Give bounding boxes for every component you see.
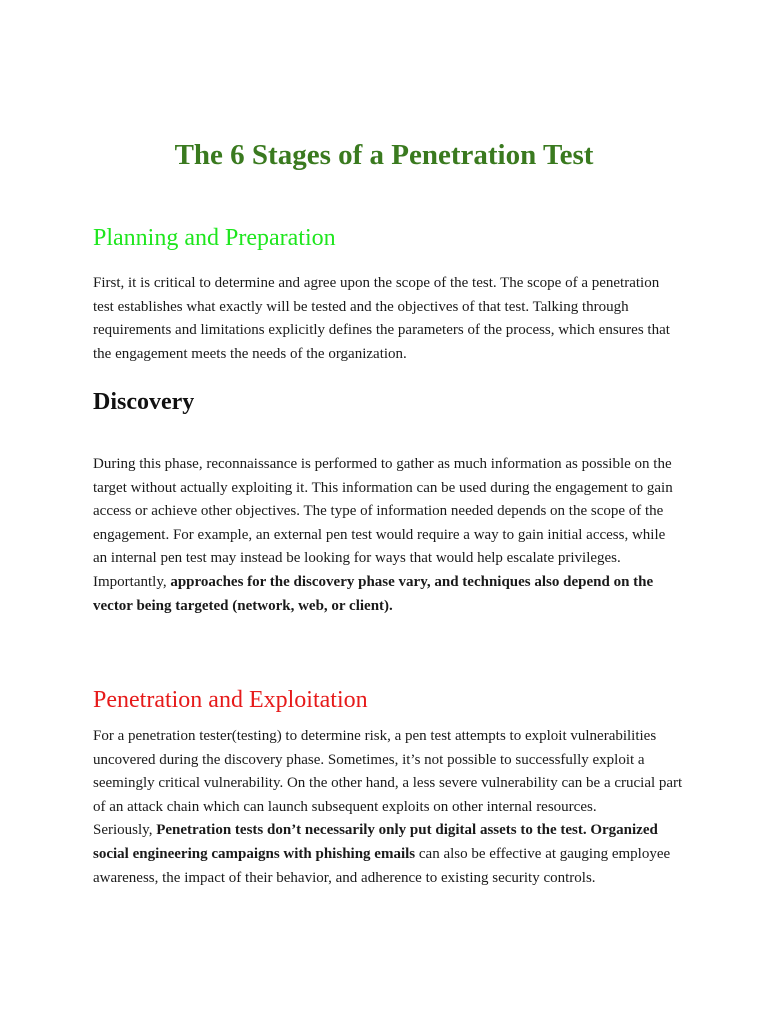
planning-paragraph-text: First, it is critical to determine and agree upon the scope of the test. The scope of a penetration test establishes what exactly will be tested and the objectives of that test. Talking through requirements and limitations explicitly defines the parameters of the process, which ensures that the engagement meets the needs of the organization. bbox=[93, 275, 670, 362]
discovery-bold-text: approaches for the discovery phase vary, and techniques also depend on the vector being targeted (network, web, or client). bbox=[93, 573, 654, 614]
penetration-lead-in: Seriously, bbox=[93, 822, 157, 839]
section-heading-discovery: Discovery bbox=[93, 389, 195, 415]
penetration-paragraph-text: For a penetration tester(testing) to determine risk, a pen test attempts to exploit vulnerabilities uncovered during the discovery phase. Sometimes, it’s not possible to successfully exploit a seemingly critical vulnerability. On the other hand, a less severe vulnerability can be a crucial part of an attack chain which can launch subsequent exploits on other internal resources. bbox=[93, 728, 683, 815]
discovery-paragraph-text: During this phase, reconnaissance is performed to gather as much information as possible on the target without actually exploiting it. This information can be used during the engagement to gain access or achieve other objectives. The type of information needed depends on the scope of the engagement. For example, an external pen test would require a way to gain initial access, while an internal pen test may instead be looking for ways that would help escalate privileges. bbox=[93, 456, 673, 567]
penetration-tail-text: can also be effective at gauging employee awareness, the impact of their behavior, and adherence to existing security controls. bbox=[93, 845, 671, 886]
section-heading-planning: Planning and Preparation bbox=[93, 225, 336, 251]
section-body-penetration bbox=[93, 725, 683, 890]
penetration-bold-text: Penetration tests don’t necessarily only put digital assets to the test. Organized social engineering campaigns with phishing emails bbox=[93, 822, 658, 862]
discovery-lead-in: Importantly, bbox=[93, 573, 171, 590]
document-title: The 6 Stages of a Penetration Test bbox=[174, 139, 594, 171]
section-heading-penetration: Penetration and Exploitation bbox=[93, 687, 368, 713]
section-body-planning bbox=[93, 272, 683, 366]
section-body-discovery bbox=[93, 453, 683, 618]
